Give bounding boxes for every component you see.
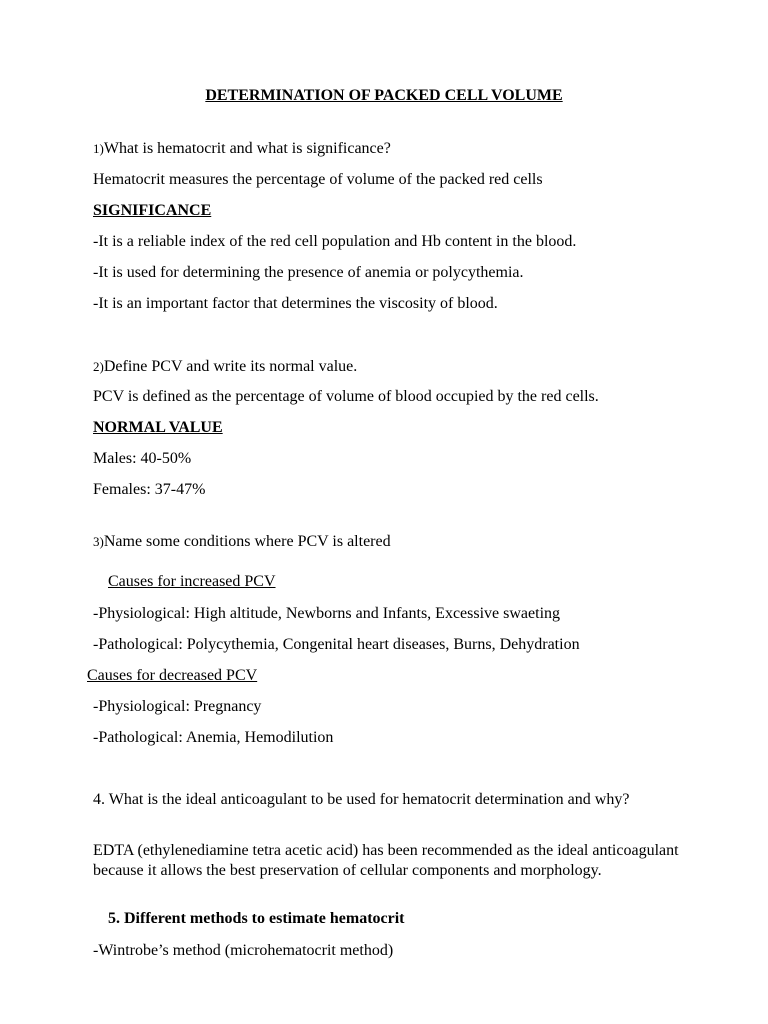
question-number: 2) [93, 359, 104, 374]
increased-cause: -Pathological: Polycythemia, Congenital heart diseases, Burns, Dehydration [93, 636, 580, 653]
question-text: Name some conditions where PCV is altered [103, 533, 391, 550]
question-2 [93, 357, 357, 376]
question-text: Define PCV and write its normal value. [103, 358, 358, 375]
method-item: -Wintrobe’s method (microhematocrit method) [93, 942, 394, 959]
question-5-heading: 5. Different methods to estimate hematocrit [108, 910, 405, 927]
question-number: 1) [93, 141, 104, 156]
answer-2: PCV is defined as the percentage of volume of blood occupied by the red cells. [93, 388, 599, 405]
significance-point: -It is an important factor that determines the viscosity of blood. [93, 295, 498, 312]
question-3 [93, 532, 391, 551]
increased-cause: -Physiological: High altitude, Newborns and Infants, Excessive swaeting [93, 605, 561, 622]
answer-1: Hematocrit measures the percentage of volume of the packed red cells [93, 171, 543, 188]
normal-value-heading: NORMAL VALUE [93, 419, 223, 436]
normal-value-males: Males: 40-50% [93, 450, 192, 467]
significance-heading: SIGNIFICANCE [93, 202, 212, 219]
significance-point: -It is a reliable index of the red cell population and Hb content in the blood. [93, 233, 577, 250]
question-4: 4. What is the ideal anticoagulant to be used for hematocrit determination and why? [93, 791, 630, 808]
increased-pcv-heading: Causes for increased PCV [108, 573, 276, 590]
page-title: DETERMINATION OF PACKED CELL VOLUME [205, 87, 563, 104]
question-text: What is hematocrit and what is significance? [103, 140, 391, 157]
question-number: 3) [93, 534, 104, 549]
question-1 [93, 139, 391, 158]
decreased-pcv-heading: Causes for decreased PCV [87, 667, 258, 684]
significance-point: -It is used for determining the presence of anemia or polycythemia. [93, 264, 524, 281]
decreased-cause: -Physiological: Pregnancy [93, 698, 262, 715]
decreased-cause: -Pathological: Anemia, Hemodilution [93, 729, 334, 746]
normal-value-females: Females: 37-47% [93, 481, 206, 498]
answer-4: EDTA (ethylenediamine tetra acetic acid) has been recommended as the ideal anticoagulant because it allows the best preservation of cellular components and morphology. [93, 842, 679, 879]
